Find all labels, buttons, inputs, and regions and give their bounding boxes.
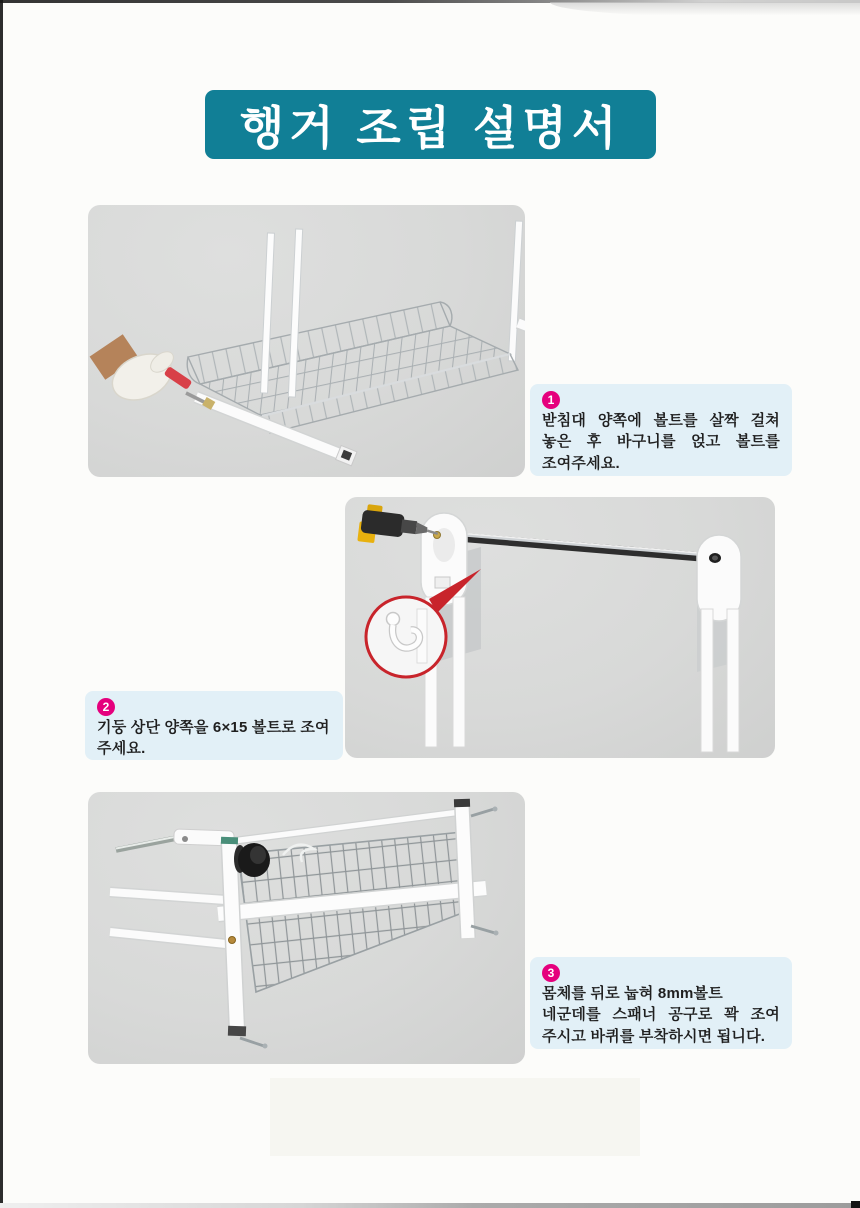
- step-1-text-line: 받침대 양쪽에 볼트를 살짝 걸쳐: [542, 412, 780, 429]
- rack-right-posts: [508, 217, 525, 363]
- post-top-cap: [221, 837, 238, 845]
- hook-bolt-icon: [471, 809, 494, 816]
- title-banner: [205, 90, 656, 159]
- step-1-text-line: 놓은 후 바구니를 얹고 볼트를: [542, 433, 780, 451]
- hanger-bar-stub-graphic: [116, 829, 234, 850]
- post-bottom-cap: [228, 1026, 246, 1037]
- step-1-number-badge: 1: [542, 391, 560, 409]
- scan-artifact-left-edge: [0, 0, 3, 1208]
- step-2-number-badge: 2: [97, 698, 115, 716]
- page-title: 행거 조립 설명서: [239, 101, 622, 154]
- photo-step3-frame-laid-down: [88, 792, 525, 1064]
- basket-assembly-graphic: [88, 205, 525, 477]
- bolt-icon: [229, 937, 236, 944]
- step-3-text-line: 몸체를 뒤로 눕혀 8mm볼트: [542, 985, 723, 1002]
- step-1-text-line: 조여주세요.: [542, 454, 620, 472]
- scan-artifact-corner-nub: [851, 1201, 860, 1208]
- caster-wheel-icon: [234, 843, 270, 877]
- photo-step1-basket-assembly: [88, 205, 525, 477]
- right-post-graphic: [454, 799, 499, 938]
- post-top-cap: [454, 799, 470, 808]
- scan-artifact-faint-patch: [270, 1078, 640, 1156]
- step-3-text-line: 네군데를 스패너 공구로 꽉 조여: [542, 1006, 780, 1024]
- hook-bolt-icon: [240, 1038, 264, 1046]
- step-3-text-line: 주시고 바퀴를 부착하시면 됩니다.: [542, 1027, 766, 1045]
- step-2-text-line: 기둥 상단 양쪽을 6×15 볼트로 조여: [97, 719, 330, 736]
- top-bar-drilling-graphic: [345, 497, 775, 758]
- step-3-note: [530, 957, 792, 1049]
- left-rails-graphic: [110, 892, 226, 944]
- gloved-hand-icon: [90, 334, 179, 409]
- step-3-number-badge: 3: [542, 964, 560, 982]
- step-2-note: [85, 691, 343, 760]
- hanger-bar-graphic: [457, 534, 713, 559]
- scan-artifact-top-right-smudge: [550, 2, 860, 17]
- photo-step2-top-bar-drilling: [345, 497, 775, 758]
- step-1-note: [530, 384, 792, 476]
- frame-laid-down-graphic: [88, 792, 525, 1064]
- hook-bracket: [435, 577, 450, 588]
- step-2-text-line: 주세요.: [97, 740, 146, 758]
- hook-icon: [387, 613, 400, 626]
- bolt-icon: [182, 836, 188, 842]
- scan-artifact-bottom-edge: [0, 1203, 860, 1208]
